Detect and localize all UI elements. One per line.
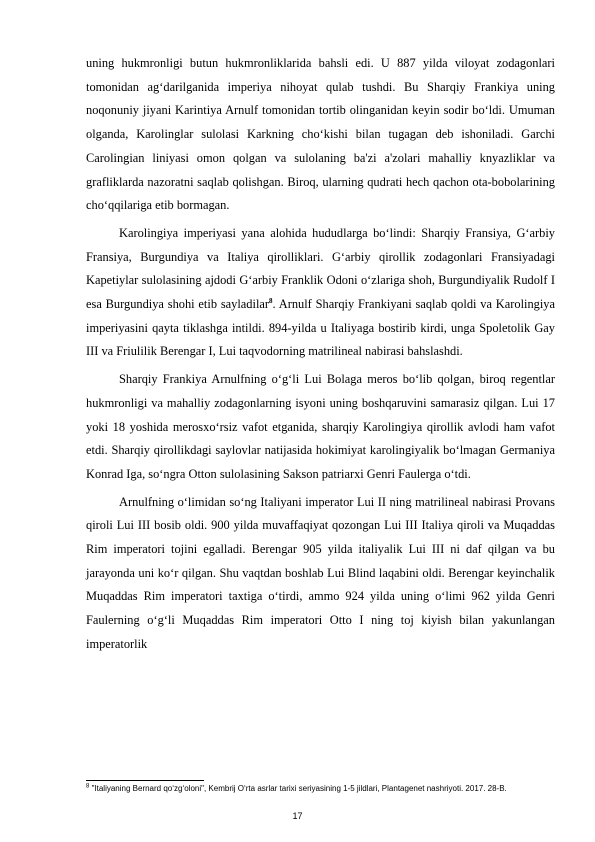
paragraph-1: uning hukmronligi butun hukmronliklarida bahsli edi. U 887 yilda viloyat zodagonlari tomonidan ag‘darilganida imperiya nihoyat qulab tushdi. Bu Sharqiy Frankiya uning noqonuniy jiyani Karintiya Arnulf tomonidan tortib olinganidan keyin sodir bo‘ldi. Umuman olganda, Karolinglar sulolasi Karkning cho‘kishi bilan tugagan deb ishoniladi. Garchi Carolingian liniyasi omon qolgan va sulolaning ba'zi a'zolari mahalliy knyazliklar va grafliklarda nazoratni saqlab qolishgan. Biroq, ularning qudrati hech qachon ota-bobolarining cho‘qqilariga etib bormagan. bbox=[86, 56, 555, 213]
paragraph-4: Arnulfning o‘limidan so‘ng Italiyani imperator Lui II ning matrilineal nabirasi Provans qiroli Lui III bosib oldi. 900 yilda muvaffaqiyat qozongan Lui III Italiya qiroli va Muqaddas Rim imperatori tojini egalladi. Berengar 905 yilda italiyalik Lui III ni daf qilgan va bu jarayonda uni ko‘r qilgan. Shu vaqtdan boshlab Lui Blind laqabini oldi. Berengar keyinchalik Muqaddas Rim imperatori taxtiga o‘tirdi, ammo 924 yilda uning o‘limi 962 yilda Genri Faulerning o‘g‘li Muqaddas Rim imperatori Otto I ning toj kiyish bilan yakunlangan imperatorlik bbox=[86, 494, 555, 651]
paragraph-3: Sharqiy Frankiya Arnulfning o‘g‘li Lui Bolaga meros bo‘lib qolgan, biroq regentlar hukmronligi va mahalliy zodagonlarning isyoni uning boshqaruvini samarasiz qilgan. Lui 17 yoki 18 yoshida merosxo‘rsiz vafot etganida, sharqiy Karolingiya qirollik avlodi ham vafot etdi. Sharqiy qirollikdagi saylovlar natijasida hokimiyat karolingiyalik bo‘lmagan Germaniya Konrad Iga, so‘ngra Otton sulolasining Sakson patriarxi Genri Faulerga o‘tdi. bbox=[86, 372, 555, 481]
footnote-text: "Italiyaning Bernard qo‘zg‘oloni", Kembrij O‘rta asrlar tarixi seriyasining 1-5 jildlari, Plantagenet nashriyoti. 2017. 28-B. bbox=[89, 784, 507, 793]
paragraph-2-text-before: Karolingiya imperiyasi yana alohida hududlarga bo‘lindi: Sharqiy Fransiya, G‘arbiy Fransiya, Burgundiya va Italiya qirolliklari. G‘arbiy qirollik zodagonlari Fransiyadagi Kapetiylar sulolasining ajdodi G‘arbiy Franklik Odoni o‘zlariga shoh, Burgundiyalik Rudolf I esa Burgundiya shohi etib sayladilar bbox=[86, 225, 555, 312]
footnote-reference[interactable]: 8 bbox=[269, 296, 273, 305]
page-number: 17 bbox=[292, 811, 303, 821]
paragraph-2-text-after: . Arnulf Sharqiy Frankiyani saqlab qoldi va Karolingiya imperiyasini qayta tiklashga intildi. 894-yilda u Italiyaga bostirib kirdi, unga Spoletolik Gay III va Friulilik Berengar I, Lui taqvodorning matrilineal nabirasi bahslashdi. bbox=[86, 297, 555, 359]
footnote-mark: 8 bbox=[86, 783, 90, 790]
document-body bbox=[86, 52, 555, 661]
paragraph-2 bbox=[86, 222, 555, 364]
footnote-separator bbox=[86, 780, 204, 781]
footnote bbox=[86, 783, 555, 795]
